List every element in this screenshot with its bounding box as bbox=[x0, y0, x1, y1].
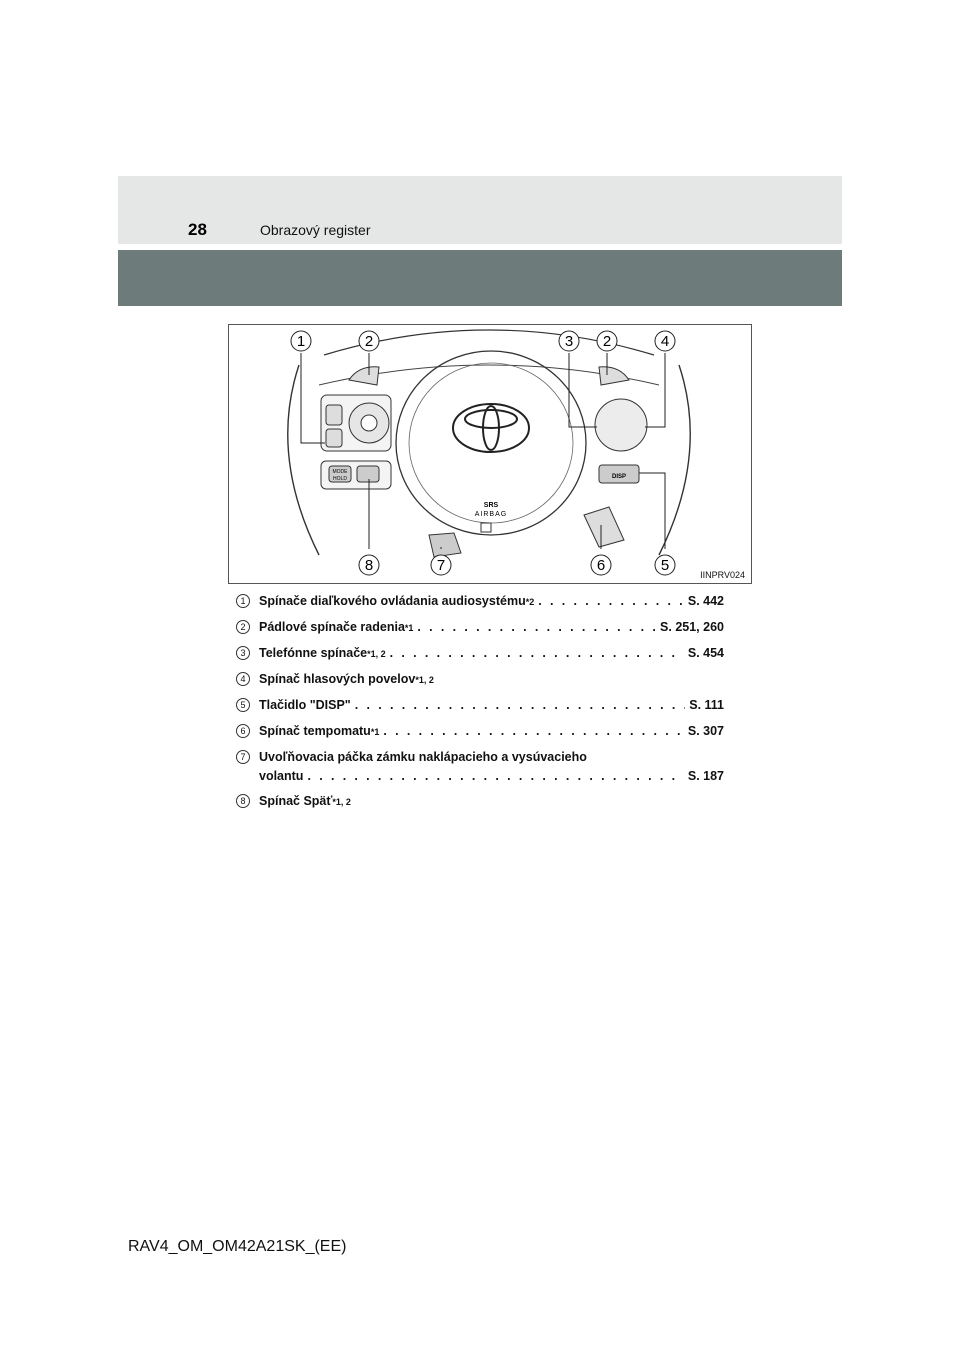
item-number-badge: 7 bbox=[236, 750, 250, 764]
page-number: 28 bbox=[188, 220, 207, 239]
list-item: 8 Spínač Späť *1, 2 bbox=[234, 792, 724, 818]
callout-top-5: 4 bbox=[660, 333, 670, 350]
item-number-badge: 5 bbox=[236, 698, 250, 712]
item-label-continuation: volantu bbox=[259, 769, 304, 783]
item-label: Spínač Späť bbox=[259, 794, 333, 808]
page-reference[interactable]: S. 442 bbox=[687, 594, 724, 608]
mode-text: MODE bbox=[332, 469, 348, 475]
list-item: 3 Telefónne spínače *1, 2 . . . S. 454 bbox=[234, 644, 724, 670]
list-item: 2 Pádlové spínače radenia *1 . . . S. 251, 260 bbox=[234, 618, 724, 644]
callout-bottom-7: 7 bbox=[436, 557, 446, 574]
item-label: Spínač tempomatu bbox=[259, 724, 371, 738]
item-number-badge: 2 bbox=[236, 620, 250, 634]
figure-code: IINPRV024 bbox=[700, 570, 745, 580]
list-item bbox=[234, 748, 724, 792]
item-label: Telefónne spínače bbox=[259, 646, 368, 660]
item-number-badge: 3 bbox=[236, 646, 250, 660]
srs-text: SRS bbox=[483, 502, 499, 509]
list-item bbox=[234, 696, 724, 722]
callout-bottom-8: 8 bbox=[364, 557, 374, 574]
list-item: 1 Spínače diaľkového ovládania audiosystému *2 . . . S. 442 bbox=[234, 592, 724, 618]
item-number-badge: 6 bbox=[236, 724, 250, 738]
item-label: Spínač hlasových povelov bbox=[259, 672, 416, 686]
item-label: Tlačidlo "DISP" bbox=[259, 698, 351, 712]
airbag-text: AIRBAG bbox=[474, 511, 508, 518]
item-number-badge: 8 bbox=[236, 794, 250, 808]
callout-top-1: 1 bbox=[296, 333, 306, 350]
callout-top-4: 2 bbox=[602, 333, 612, 350]
list-item: 4 Spínač hlasových povelov *1, 2 bbox=[234, 670, 724, 696]
page-reference[interactable]: S. 454 bbox=[687, 646, 724, 660]
callout-bottom-5: 5 bbox=[660, 557, 670, 574]
item-label: Pádlové spínače radenia bbox=[259, 620, 405, 634]
steering-wheel-illustration bbox=[229, 325, 751, 583]
callout-bottom-6: 6 bbox=[596, 557, 606, 574]
page-reference[interactable]: S. 111 bbox=[689, 698, 724, 712]
steering-wheel-figure bbox=[228, 324, 752, 584]
page-reference[interactable]: S. 187 bbox=[687, 769, 724, 783]
item-number-badge: 4 bbox=[236, 672, 250, 686]
callout-top-3: 3 bbox=[564, 333, 574, 350]
header-band bbox=[118, 176, 842, 244]
list-item: 6 Spínač tempomatu *1 . . . S. 307 bbox=[234, 722, 724, 748]
title-bar bbox=[118, 250, 842, 306]
item-label: Spínače diaľkového ovládania audiosystému bbox=[259, 594, 526, 608]
item-list bbox=[234, 592, 724, 818]
item-number-badge: 1 bbox=[236, 594, 250, 608]
page-reference[interactable]: S. 307 bbox=[687, 724, 724, 738]
page-reference[interactable]: S. 251, 260 bbox=[660, 620, 724, 634]
hold-text: HOLD bbox=[333, 476, 347, 482]
disp-text: DISP bbox=[611, 474, 627, 480]
section-title: Obrazový register bbox=[260, 222, 371, 238]
footer-code: RAV4_OM_OM42A21SK_(EE) bbox=[128, 1238, 347, 1255]
item-label: Uvoľňovacia páčka zámku naklápacieho a vysúvacieho bbox=[259, 750, 587, 764]
callout-top-2: 2 bbox=[364, 333, 374, 350]
